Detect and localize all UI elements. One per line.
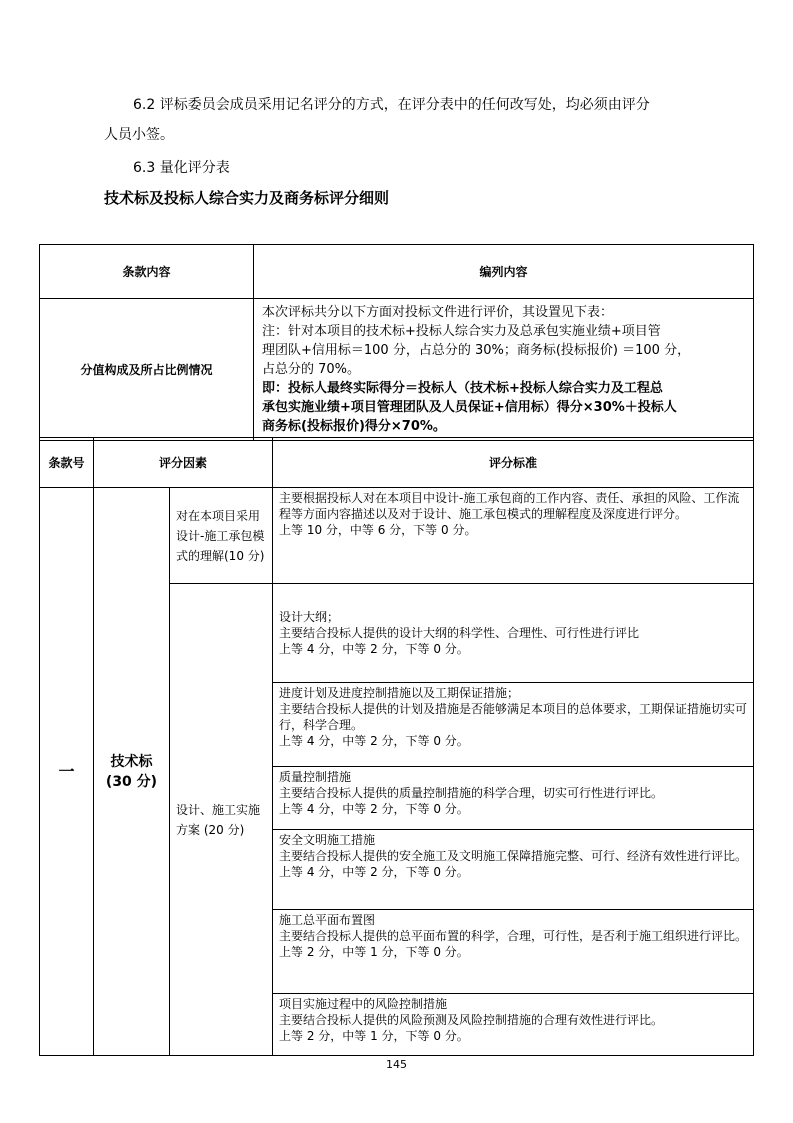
criteria-text: 主要结合投标人提供的总平面布置的科学，合理，可行性，是否利于施工组织进行评比。	[279, 929, 748, 943]
criteria-text: 主要根据投标人对在本项目中设计-施工承包商的工作内容、责任、承担的风险、工作流程等方面内容描述以及对于设计、施工承包模式的理解程度及深度进行评分。	[279, 491, 740, 521]
composition-line: 注：针对本项目的技术标+投标人综合实力及总承包实施业绩+项目管	[262, 324, 661, 339]
scoring-table	[39, 437, 754, 1056]
criteria-points: 上等 2 分，中等 1 分，下等 0 分。	[279, 945, 469, 959]
criteria-risk-control	[273, 994, 754, 1056]
criteria-title: 进度计划及进度控制措施以及工期保证措施；	[279, 686, 520, 700]
header-listed-content: 编列内容	[254, 245, 754, 299]
criteria-text: 主要结合投标人提供的风险预测及风险控制措施的合理有效性进行评比。	[279, 1013, 664, 1027]
section-number: 一	[40, 488, 94, 1056]
formula-line: 商务标(投标报价)得分×70%。	[262, 419, 446, 434]
paragraph-6-2: 6.2 评标委员会成员采用记名评分的方式，在评分表中的任何改写处，均必须由评分	[133, 97, 650, 113]
criteria-points: 上等 4 分，中等 2 分，下等 0 分。	[279, 734, 469, 748]
criteria-text: 主要结合投标人提供的设计大纲的科学性、合理性、可行性进行评比	[279, 626, 640, 640]
composition-line: 占总分的 70%。	[262, 362, 361, 377]
criteria-text: 主要结合投标人提供的计划及措施是否能够满足本项目的总体要求，工期保证措施切实可行，科学合理。	[279, 702, 748, 732]
paragraph-6-3: 6.3 量化评分表	[133, 160, 230, 176]
row-label-score-composition: 分值构成及所占比例情况	[40, 299, 254, 441]
criteria-schedule	[273, 683, 754, 767]
criteria-title: 项目实施过程中的风险控制措施	[279, 997, 448, 1011]
factor-understanding: 对在本项目采用设计-施工承包模式的理解(10 分)	[170, 488, 273, 584]
composition-table	[39, 244, 754, 441]
section-score: (30 分)	[105, 773, 158, 790]
header-clause-content: 条款内容	[40, 245, 254, 299]
criteria-text: 主要结合投标人提供的安全施工及文明施工保障措施完整、可行、经济有效性进行评比。	[279, 849, 748, 863]
criteria-site-layout	[273, 910, 754, 994]
criteria-title: 施工总平面布置图	[279, 913, 376, 927]
page-number: 145	[386, 1058, 407, 1071]
formula-line: 即：投标人最终实际得分＝投标人（技术标+投标人综合实力及工程总	[262, 381, 663, 396]
header-clause-no: 条款号	[40, 438, 94, 488]
criteria-safety	[273, 830, 754, 910]
criteria-title: 设计大纲；	[279, 610, 340, 624]
criteria-points: 上等 2 分，中等 1 分，下等 0 分。	[279, 1029, 469, 1043]
criteria-points: 上等 4 分，中等 2 分，下等 0 分。	[279, 642, 469, 656]
criteria-title: 质量控制措施	[279, 770, 352, 784]
composition-line: 本次评标共分以下方面对投标文件进行评价，其设置见下表：	[262, 305, 614, 320]
criteria-text: 主要结合投标人提供的质量控制措施的科学合理，切实可行性进行评比。	[279, 786, 664, 800]
score-composition-text	[254, 299, 754, 441]
criteria-points: 上等 4 分，中等 2 分，下等 0 分。	[279, 802, 469, 816]
section-name: 技术标	[110, 753, 153, 770]
paragraph-6-2-cont: 人员小签。	[104, 127, 174, 143]
criteria-quality	[273, 767, 754, 830]
criteria-understanding	[273, 488, 754, 584]
criteria-points: 上等 10 分，中等 6 分，下等 0 分。	[279, 523, 477, 537]
header-scoring-standard: 评分标准	[273, 438, 754, 488]
factor-design-construction-plan: 设计、施工实施方案 (20 分)	[170, 584, 273, 1056]
criteria-points: 上等 4 分，中等 2 分，下等 0 分。	[279, 865, 469, 879]
formula-line: 承包实施业绩+项目管理团队及人员保证+信用标）得分×30%＋投标人	[262, 400, 677, 415]
composition-line: 理团队+信用标＝100 分，占总分的 30%；商务标(投标报价) ＝100 分，	[262, 343, 691, 358]
table-title: 技术标及投标人综合实力及商务标评分细则	[104, 189, 390, 207]
section-technical-bid	[94, 488, 170, 1056]
header-scoring-factor: 评分因素	[94, 438, 273, 488]
criteria-title: 安全文明施工措施	[279, 833, 376, 847]
criteria-design-outline	[273, 584, 754, 683]
